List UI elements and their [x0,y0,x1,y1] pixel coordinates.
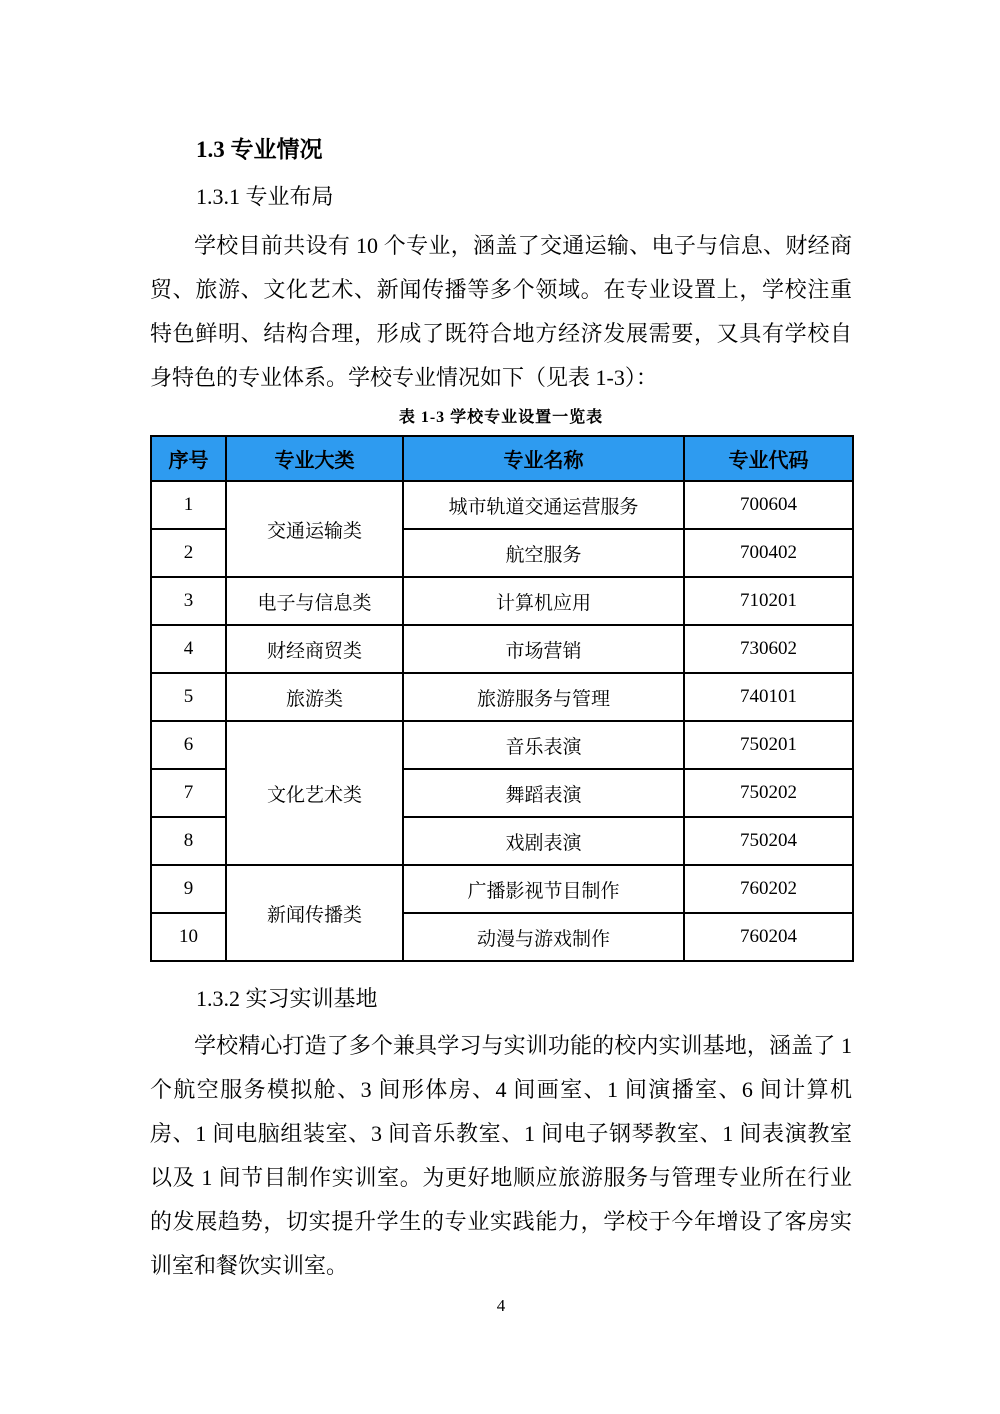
cell-no: 5 [151,673,226,721]
cell-code: 700604 [684,481,853,529]
page-number: 4 [496,1296,506,1315]
cell-category: 电子与信息类 [226,577,403,625]
cell-major: 动漫与游戏制作 [403,913,684,961]
cell-code: 710201 [684,577,853,625]
heading-1-3-2: 1.3.2 实习实训基地 [196,986,378,1011]
header-cell-no: 序号 [151,436,226,481]
cell-no: 4 [151,625,226,673]
cell-code: 730602 [684,625,853,673]
cell-major: 城市轨道交通运营服务 [403,481,684,529]
table-row [151,577,853,625]
cell-major: 航空服务 [403,529,684,577]
cell-major: 旅游服务与管理 [403,673,684,721]
cell-major: 市场营销 [403,625,684,673]
cell-category: 财经商贸类 [226,625,403,673]
cell-code: 700402 [684,529,853,577]
paragraph-overview: 学校目前共设有 10 个专业，涵盖了交通运输、电子与信息、财经商贸、旅游、文化艺术、新闻传播等多个领域。在专业设置上，学校注重特色鲜明、结构合理，形成了既符合地方经济发展需要，又具有学校自身特色的专业体系。学校专业情况如下（见表 1-3）： [150,233,852,390]
cell-no: 7 [151,769,226,817]
cell-category: 新闻传播类 [226,865,403,961]
cell-category: 旅游类 [226,673,403,721]
heading-1-3-1: 1.3.1 专业布局 [196,184,334,209]
cell-code: 760202 [684,865,853,913]
table-row [151,721,853,769]
table-row [151,625,853,673]
table-row [151,481,853,529]
cell-code: 740101 [684,673,853,721]
table-row [151,673,853,721]
cell-code: 760204 [684,913,853,961]
cell-no: 10 [151,913,226,961]
cell-code: 750202 [684,769,853,817]
header-cell-major: 专业名称 [403,436,684,481]
cell-category: 交通运输类 [226,481,403,577]
cell-no: 2 [151,529,226,577]
cell-major: 计算机应用 [403,577,684,625]
cell-no: 1 [151,481,226,529]
cell-major: 广播影视节目制作 [403,865,684,913]
cell-category: 文化艺术类 [226,721,403,865]
table-header-row [151,436,853,481]
heading-1-3: 1.3 专业情况 [196,137,323,162]
majors-table [150,435,854,962]
paragraph-training: 学校精心打造了多个兼具学习与实训功能的校内实训基地，涵盖了 1 个航空服务模拟舱、3 间形体房、4 间画室、1 间演播室、6 间计算机房、1 间电脑组装室、3 间音乐教室、1 间电子钢琴教室、1 间表演教室以及 1 间节目制作实训室。为更好地顺应旅游服务与管理专业所在行业的发展趋势，切实提升学生的专业实践能力，学校于今年增设了客房实训室和餐饮实训室。 [150,1033,852,1278]
cell-no: 9 [151,865,226,913]
header-cell-category: 专业大类 [226,436,403,481]
cell-no: 8 [151,817,226,865]
cell-major: 音乐表演 [403,721,684,769]
table-row [151,865,853,913]
cell-major: 舞蹈表演 [403,769,684,817]
cell-no: 3 [151,577,226,625]
cell-code: 750201 [684,721,853,769]
header-cell-code: 专业代码 [684,436,853,481]
cell-major: 戏剧表演 [403,817,684,865]
cell-no: 6 [151,721,226,769]
table-caption: 表 1-3 学校专业设置一览表 [398,409,604,426]
cell-code: 750204 [684,817,853,865]
